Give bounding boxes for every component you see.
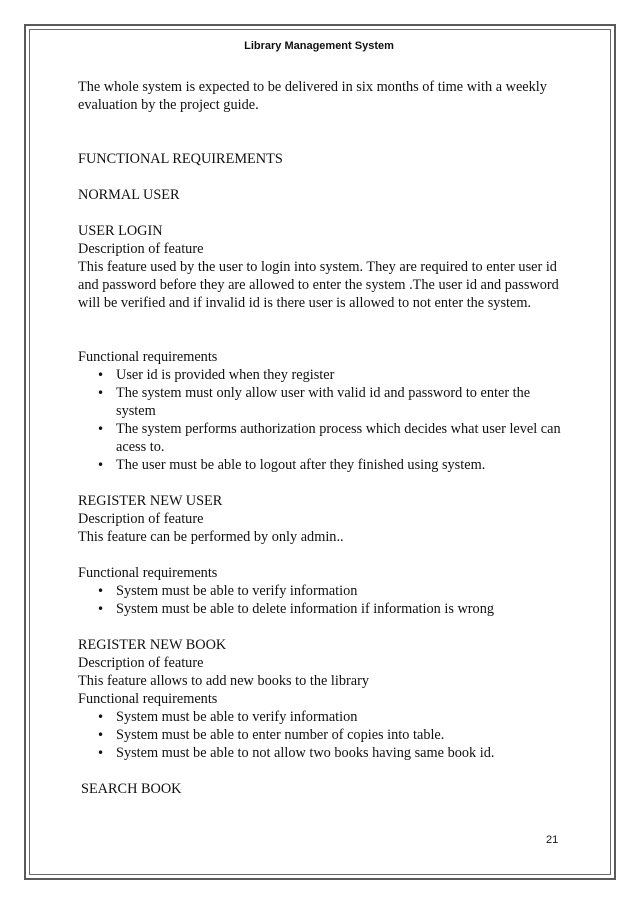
list-item: • System must be able to delete information if information is wrong bbox=[78, 600, 564, 618]
list-item: • The user must be able to logout after they finished using system. bbox=[78, 456, 564, 474]
user-login-requirements-list bbox=[78, 366, 564, 474]
list-item: • System must be able to not allow two books having same book id. bbox=[78, 744, 564, 762]
register-book-description-label: Description of feature bbox=[78, 655, 204, 671]
register-user-heading: REGISTER NEW USER bbox=[78, 493, 223, 509]
page-number: 21 bbox=[546, 834, 559, 846]
document-body bbox=[78, 78, 564, 798]
list-item: • The system performs authorization process which decides what user level can acess to. bbox=[78, 420, 564, 456]
register-book-heading: REGISTER NEW BOOK bbox=[78, 637, 227, 653]
register-user-description: This feature can be performed by only admin.. bbox=[78, 529, 344, 545]
list-item: • The system must only allow user with valid id and password to enter the system bbox=[78, 384, 564, 420]
register-user-description-label: Description of feature bbox=[78, 511, 204, 527]
user-login-description-label: Description of feature bbox=[78, 241, 204, 257]
functional-requirements-heading: FUNCTIONAL REQUIREMENTS bbox=[78, 151, 283, 167]
list-item: • System must be able to enter number of copies into table. bbox=[78, 726, 564, 744]
normal-user-heading: NORMAL USER bbox=[78, 187, 180, 203]
register-book-description: This feature allows to add new books to the library bbox=[78, 673, 370, 689]
user-login-heading: USER LOGIN bbox=[78, 223, 163, 239]
page-header: Library Management System bbox=[244, 40, 394, 52]
list-item: • User id is provided when they register bbox=[78, 366, 564, 384]
register-user-requirements-label: Functional requirements bbox=[78, 565, 218, 581]
list-item: • System must be able to verify information bbox=[78, 582, 564, 600]
user-login-requirements-label: Functional requirements bbox=[78, 349, 218, 365]
register-user-requirements-list bbox=[78, 582, 564, 618]
intro-paragraph: The whole system is expected to be delivered in six months of time with a weekly evaluation by the project guide. bbox=[78, 79, 547, 113]
register-book-requirements-list bbox=[78, 708, 564, 762]
register-book-requirements-label: Functional requirements bbox=[78, 691, 218, 707]
search-book-heading: SEARCH BOOK bbox=[81, 781, 182, 797]
user-login-description: This feature used by the user to login into system. They are required to enter user id and password before they are allowed to enter the system .The user id and password will be verified and if invalid id is there user is allowed to not enter the system. bbox=[78, 259, 559, 311]
list-item: • System must be able to verify information bbox=[78, 708, 564, 726]
